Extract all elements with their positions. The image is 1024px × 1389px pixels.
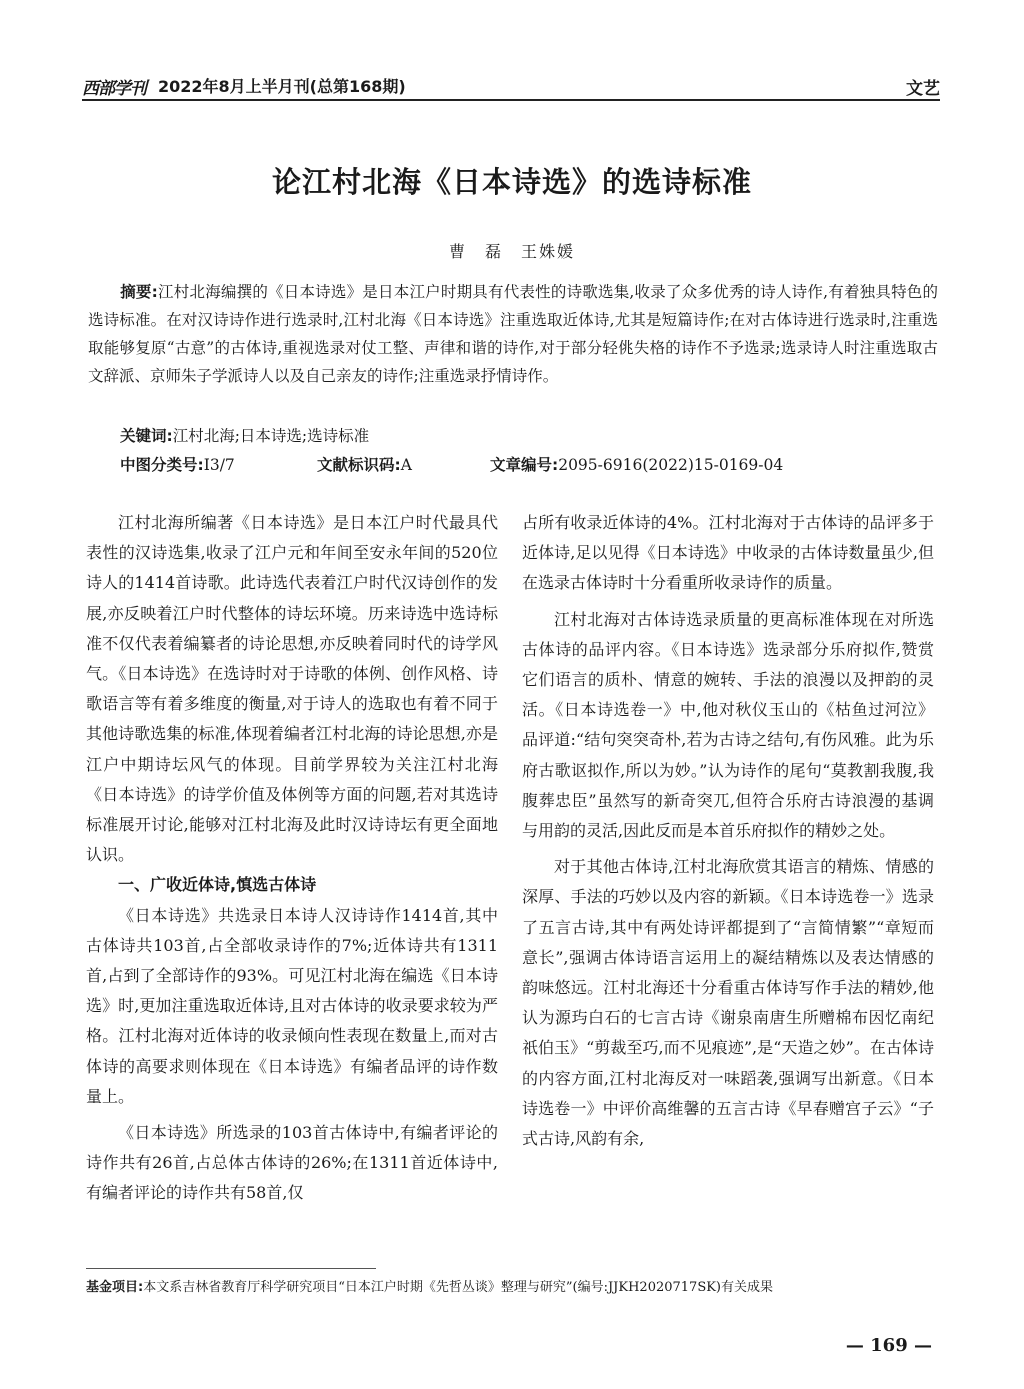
article-number-value: 2095-6916(2022)15-0169-04 — [558, 456, 784, 474]
classification-line — [120, 453, 940, 479]
issue-info: 2022年8月上半月刊(总第168期) — [158, 77, 406, 96]
paragraph-continued: 占所有收录近体诗的4%。江村北海对于古体诗的品评多于近体诗,足以见得《日本诗选》中收录的古体诗数量虽少,但在选录古体诗时十分看重所收录诗作的质量。 — [522, 513, 934, 593]
article-number-label: 文章编号: — [490, 456, 559, 474]
doc-code-value: A — [400, 456, 412, 474]
article-number-group — [490, 453, 783, 475]
abstract-label: 摘要: — [120, 283, 158, 301]
paragraph: 《日本诗选》共选录日本诗人汉诗诗作1414首,其中古体诗共103首,占全部收录诗作的7%;近体诗共有1311首,占到了全部诗作的93%。可见江村北海在编选《日本诗选》时,更加注重选取近体诗,且对古体诗的收录要求较为严格。江村北海对近体诗的收录倾向性表现在数量上,而对古体诗的高要求则体现在《日本诗选》有编者品评的诗作数量上。 — [86, 905, 498, 1106]
footnote-rule — [86, 1268, 376, 1269]
footnote-text: 本文系吉林省教育厅科学研究项目“日本江户时期《先哲丛谈》整理与研究”(编号:JJKH2020717SK)有关成果 — [143, 1280, 774, 1295]
doc-code-group — [317, 453, 412, 475]
doc-code-label: 文献标识码: — [317, 456, 401, 474]
right-column — [522, 508, 934, 1154]
journal-logo: 西部学刊 — [82, 79, 146, 99]
paragraph: 江村北海对古体诗选录质量的更高标准体现在对所选古体诗的品评内容。《日本诗选》选录部分乐府拟作,赞赏它们语言的质朴、情意的婉转、手法的浪漫以及押韵的灵活。《日本诗选卷一》中,他对秋仪玉山的《枯鱼过河泣》品评道:“结句突突奇朴,若为古诗之结句,有伤风雅。此为乐府古歌讴拟作,所以为妙。”认为诗作的尾句“莫教割我腹,我腹葬忠臣”虽然写的新奇突兀,但符合乐府古诗浪漫的基调与用韵的灵活,因此反而是本首乐府拟作的精妙之处。 — [522, 609, 934, 841]
keywords — [120, 424, 369, 446]
clc-group — [120, 453, 235, 475]
section-label: 文艺 — [906, 79, 940, 99]
footnote — [86, 1276, 938, 1295]
running-header — [82, 70, 940, 102]
header-rule — [82, 99, 940, 101]
page-number: — 169 — — [845, 1335, 932, 1356]
left-column — [86, 508, 498, 1209]
article-authors: 曹 磊 王姝媛 — [448, 242, 575, 261]
paragraph: 对于其他古体诗,江村北海欣赏其语言的精炼、情感的深厚、手法的巧妙以及内容的新颖。《日本诗选卷一》选录了五言古诗,其中有两处诗评都提到了“言简情繁”“章短而意长”,强调古体诗语言运用上的凝结精炼以及表达情感的韵味悠远。江村北海还十分看重古体诗写作手法的精妙,他认为源玙白石的七言古诗《谢泉南唐生所赠棉布因忆南纪祇伯玉》“剪裁至巧,而不见痕迹”,是“天造之妙”。在古体诗的内容方面,江村北海反对一味蹈袭,强调写出新意。《日本诗选卷一》中评价高维馨的五言古诗《早春赠宫子云》“子式古诗,风韵有余, — [522, 857, 934, 1149]
paragraph: 《日本诗选》所选录的103首古体诗中,有编者评论的诗作共有26首,占总体古体诗的26%;在1311首近体诗中,有编者评论的诗作共有58首,仅 — [86, 1123, 498, 1203]
clc-value: I3/7 — [203, 456, 235, 474]
keywords-label: 关键词: — [120, 427, 173, 445]
article-title: 论江村北海《日本诗选》的选诗标准 — [271, 165, 752, 199]
section-heading: 一、广收近体诗,慎选古体诗 — [118, 875, 317, 895]
footnote-label: 基金项目: — [86, 1280, 144, 1295]
abstract-text: 江村北海编撰的《日本诗选》是日本江户时期具有代表性的诗歌选集,收录了众多优秀的诗人诗作,有着独具特色的选诗标准。在对汉诗诗作进行选录时,江村北海《日本诗选》注重选取近体诗,尤其是短篇诗作;在对古体诗进行选录时,注重选取能够复原“古意”的古体诗,重视选录对仗工整、声律和谐的诗作,对于部分轻佻失格的诗作不予选录;选录诗人时注重选取古文辞派、京师朱子学派诗人以及自己亲友的诗作;注重选录抒情诗作。 — [88, 283, 939, 385]
keywords-text: 江村北海;日本诗选;选诗标准 — [172, 427, 370, 445]
abstract — [88, 278, 938, 390]
paragraph: 江村北海所编著《日本诗选》是日本江户时代最具代表性的汉诗选集,收录了江户元和年间至安永年间的520位诗人的1414首诗歌。此诗选代表着江户时代汉诗创作的发展,亦反映着江户时代整体的诗坛环境。历来诗选中选诗标准不仅代表着编纂者的诗论思想,亦反映着同时代的诗学风气。《日本诗选》在选诗时对于诗歌的体例、创作风格、诗歌语言等有着多维度的衡量,对于诗人的选取也有着不同于其他诗歌选集的标准,体现着编者江村北海的诗论思想,亦是江户中期诗坛风气的体现。目前学界较为关注江村北海《日本诗选》的诗学价值及体例等方面的问题,若对其选诗标准展开讨论,能够对江村北海及此时汉诗诗坛有更全面地认识。 — [86, 513, 498, 865]
clc-label: 中图分类号: — [120, 456, 204, 474]
